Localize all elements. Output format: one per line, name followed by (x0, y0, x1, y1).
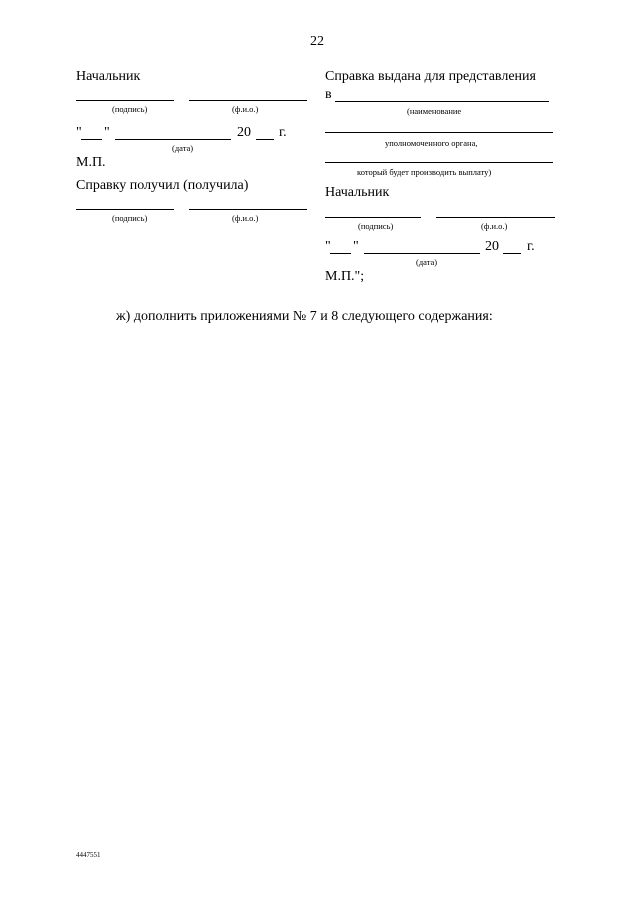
right-fio-caption: (ф.и.о.) (481, 221, 508, 231)
left-stamp: М.П. (76, 155, 106, 170)
right-date-caption: (дата) (416, 257, 438, 267)
right-date-quote-close: " (353, 239, 359, 254)
right-caption-payment: который будет производить выплату) (357, 167, 492, 177)
left-month-line (115, 139, 231, 140)
right-year-line (503, 253, 521, 254)
document-id: 4447551 (76, 851, 101, 859)
left-head-title: Начальник (76, 69, 141, 84)
right-head-title: Начальник (325, 185, 390, 200)
right-org-line-1 (335, 101, 549, 102)
left-received-title: Справку получил (получила) (76, 178, 249, 193)
right-issued-title: Справка выдана для представления (325, 69, 536, 84)
right-month-line (364, 253, 480, 254)
amendment-text: ж) дополнить приложениями № 7 и 8 следующего содержания: (116, 309, 493, 324)
right-caption-name: (наименование (407, 106, 462, 116)
right-signature-line (325, 217, 421, 218)
left-year-prefix: 20 (237, 125, 251, 140)
left-date-quote-close: " (104, 125, 110, 140)
right-in-prefix: в (325, 87, 332, 102)
page-number: 22 (310, 34, 324, 49)
right-caption-org: уполномоченного органа, (385, 138, 478, 148)
right-fio-line (436, 217, 555, 218)
left-date-caption: (дата) (172, 143, 194, 153)
left-year-suffix: г. (279, 125, 287, 140)
right-org-line-2 (325, 132, 553, 133)
left-signature-line (76, 100, 174, 101)
left-fio-line (189, 100, 307, 101)
right-day-line (330, 253, 351, 254)
left-signature-caption-2: (подпись) (112, 213, 148, 223)
left-fio-caption: (ф.и.о.) (232, 104, 259, 114)
left-signature-line-2 (76, 209, 174, 210)
left-date-quote-open: " (76, 125, 82, 140)
right-stamp: М.П."; (325, 269, 365, 284)
left-signature-caption: (подпись) (112, 104, 148, 114)
right-org-line-3 (325, 162, 553, 163)
left-fio-caption-2: (ф.и.о.) (232, 213, 259, 223)
right-year-suffix: г. (527, 239, 535, 254)
left-year-line (256, 139, 274, 140)
right-date-quote-open: " (325, 239, 331, 254)
right-year-prefix: 20 (485, 239, 499, 254)
right-signature-caption: (подпись) (358, 221, 394, 231)
left-fio-line-2 (189, 209, 307, 210)
left-day-line (81, 139, 102, 140)
